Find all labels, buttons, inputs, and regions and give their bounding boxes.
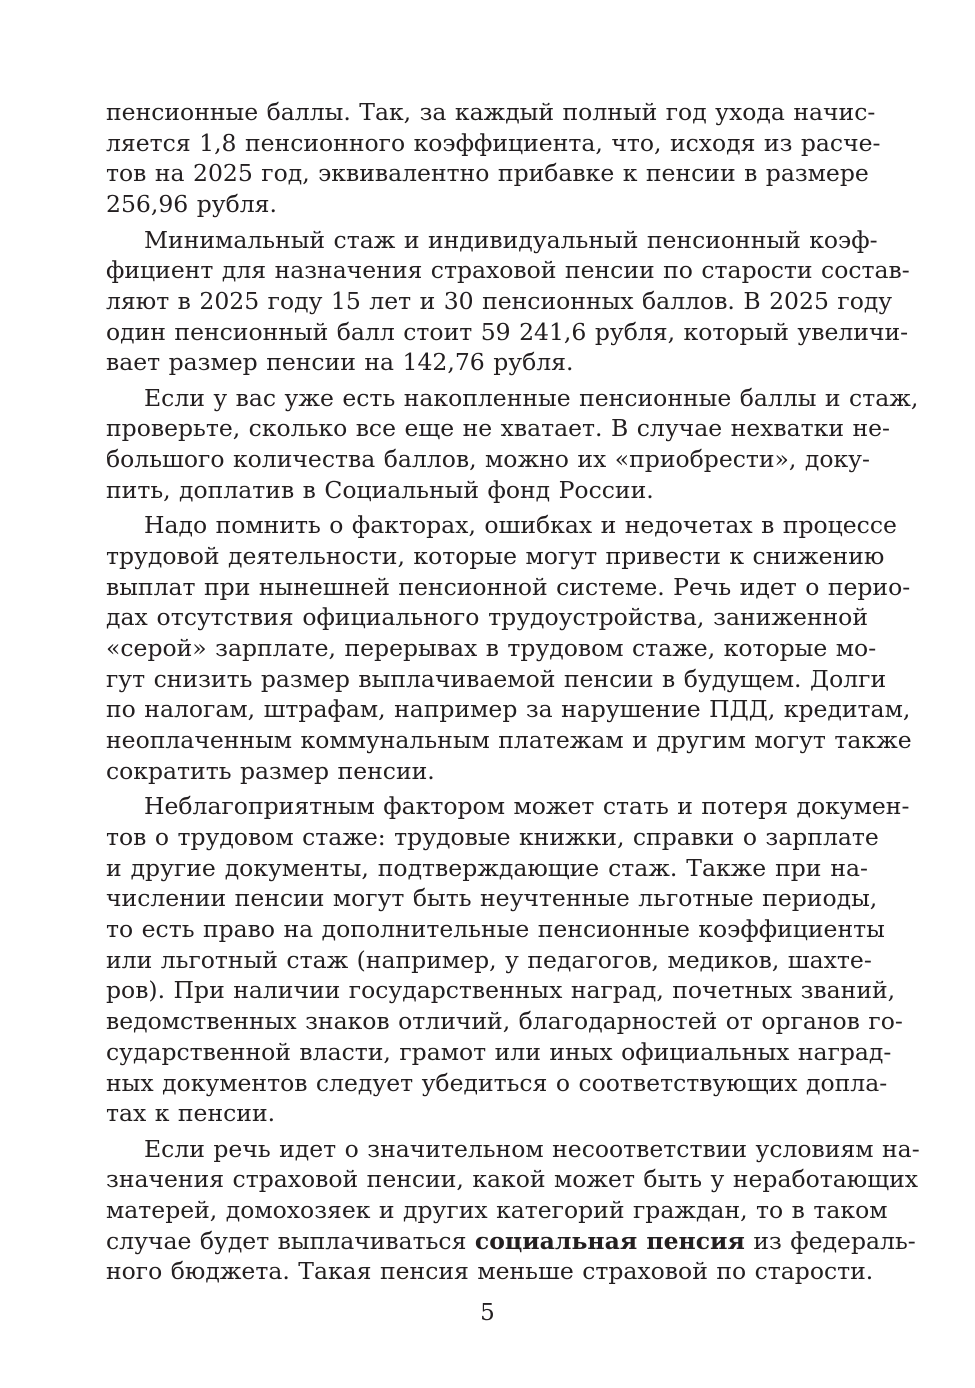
text-line: матерей, домохозяек и других категорий граждан, то в таком — [106, 1196, 888, 1225]
text-line: и другие документы, подтверждающие стаж. Также при на- — [106, 853, 868, 882]
text-run: случае будет выплачиваться — [106, 1226, 475, 1255]
text-line: или льготный стаж (например, у педагогов, медиков, шахте- — [106, 945, 872, 974]
text-line: вает размер пенсии на 142,76 рубля. — [106, 348, 574, 377]
text-line: «серой» зарплате, перерывах в трудовом стаже, которые мо- — [106, 634, 877, 663]
text-run: из федераль- — [744, 1226, 916, 1255]
paragraph-5 — [106, 791, 910, 1129]
text-line: Если речь идет о значительном несоответствии условиям на- — [144, 1134, 920, 1163]
text-line: тах к пенсии. — [106, 1099, 276, 1128]
text-line: ного бюджета. Такая пенсия меньше страховой по старости. — [106, 1257, 874, 1286]
emphasis-social-pension: социальная пенсия — [474, 1226, 745, 1255]
paragraph-4 — [106, 510, 912, 786]
text-line: фициент для назначения страховой пенсии по старости состав- — [106, 256, 910, 285]
text-line: значения страховой пенсии, какой может быть у неработающих — [106, 1165, 919, 1194]
text-line: то есть право на дополнительные пенсионные коэффициенты — [106, 915, 885, 944]
text-line: тов на 2025 год, эквивалентно прибавке к пенсии в размере — [106, 159, 869, 188]
text-line: один пенсионный балл стоит 59 241,6 рубля, который увеличи- — [106, 317, 909, 346]
text-line: Неблагоприятным фактором может стать и потеря докумен- — [144, 792, 910, 821]
text-line: большого количества баллов, можно их «приобрести», доку- — [106, 445, 870, 474]
text-line: неоплаченным коммунальным платежам и другим могут также — [106, 726, 912, 755]
text-line: ляется 1,8 пенсионного коэффициента, что, исходя из расче- — [106, 128, 881, 157]
text-line: гут снизить размер выплачиваемой пенсии в будущем. Долги — [106, 664, 887, 693]
text-line: сократить размер пенсии. — [106, 756, 435, 785]
text-line: Если у вас уже есть накопленные пенсионные баллы и стаж, — [144, 383, 919, 412]
text-line: ведомственных знаков отличий, благодарностей от органов го- — [106, 1007, 903, 1036]
text-line: ров). При наличии государственных наград, почетных званий, — [106, 976, 896, 1005]
text-line-with-emphasis — [106, 1226, 916, 1257]
text-line: пить, доплатив в Социальный фонд России. — [106, 475, 654, 504]
text-line: выплат при нынешней пенсионной системе. Речь идет о перио- — [106, 572, 911, 601]
text-line: трудовой деятельности, которые могут привести к снижению — [106, 542, 885, 571]
paragraph-6 — [106, 1134, 920, 1287]
text-line: 256,96 рубля. — [106, 190, 277, 219]
text-line: по налогам, штрафам, например за нарушение ПДД, кредитам, — [106, 695, 911, 724]
paragraph-2 — [106, 225, 910, 378]
text-line: пенсионные баллы. Так, за каждый полный год ухода начис- — [106, 98, 876, 126]
text-line: числении пенсии могут быть неучтенные льготные периоды, — [106, 884, 878, 913]
text-line: дах отсутствия официального трудоустройства, заниженной — [106, 603, 868, 632]
text-line: ляют в 2025 году 15 лет и 30 пенсионных баллов. В 2025 году — [106, 286, 893, 315]
text-line: сударственной власти, грамот или иных официальных наград- — [106, 1037, 892, 1066]
text-line: проверьте, сколько все еще не хватает. В случае нехватки не- — [106, 414, 890, 443]
page-body — [106, 97, 920, 1292]
paragraph-3 — [106, 383, 919, 506]
page-number: 5 — [480, 1300, 495, 1326]
paragraph-1 — [106, 97, 881, 220]
text-line: Надо помнить о факторах, ошибках и недочетах в процессе — [144, 511, 897, 540]
text-line: ных документов следует убедиться о соответствующих допла- — [106, 1068, 888, 1097]
text-line: Минимальный стаж и индивидуальный пенсионный коэф- — [144, 225, 878, 254]
text-line: тов о трудовом стаже: трудовые книжки, справки о зарплате — [106, 823, 879, 851]
